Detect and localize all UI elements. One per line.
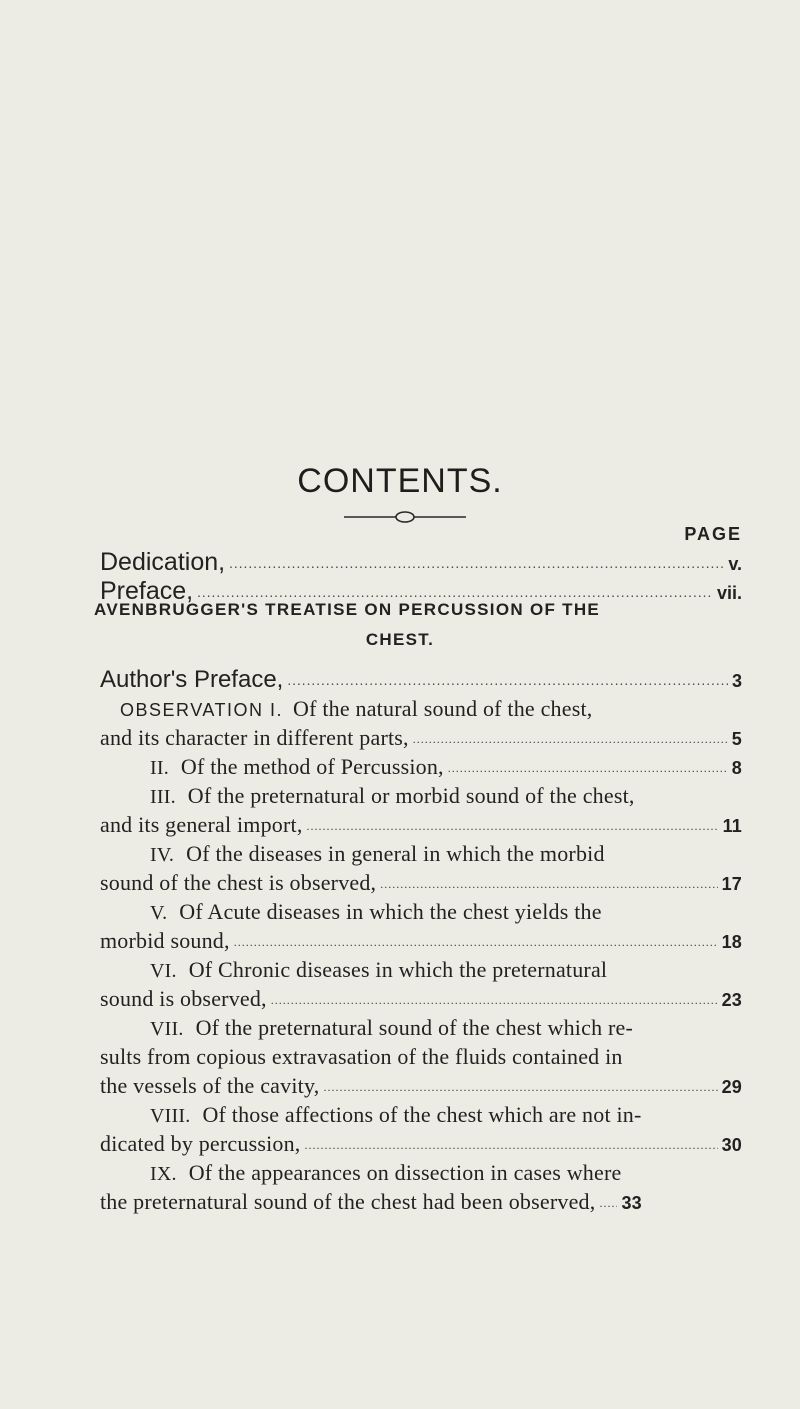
observation-title: Of Acute diseases in which the chest yields the [179,899,602,924]
toc-entry-dedication [100,548,742,578]
toc-entry-observation-7-continued-2 [100,1073,742,1103]
observation-title-continued: dicated by percussion, [100,1131,301,1156]
page-column-heading: PAGE [684,524,742,544]
toc-entry-observation-6 [150,957,742,987]
dot-leader [305,1138,718,1153]
toc-label: Author's Preface, [100,666,284,693]
observation-numeral: III. [150,786,176,808]
observation-numeral: OBSERVATION I. [120,700,284,720]
observation-numeral: VIII. [150,1105,191,1127]
observation-numeral: VII. [150,1018,184,1040]
dot-leader [380,877,717,892]
toc-label: Preface, [100,577,194,605]
observation-title-continued: and its general import, [100,812,303,837]
toc-entry-observation-9 [150,1160,742,1190]
treatise-heading-continued: CHEST. [365,630,435,649]
toc-page-number: 3 [731,671,742,691]
toc-page-number: 18 [721,932,742,952]
toc-page-number: 11 [722,816,742,836]
toc-entry-observation-7 [150,1015,742,1045]
page-title: CONTENTS. [297,462,503,500]
dot-leader [448,761,728,776]
ornamental-rule [340,510,470,524]
toc-entry-observation-9-continued [100,1189,742,1219]
dot-leader [197,586,713,600]
observation-title: Of the method of Percussion, [180,754,444,779]
observation-title: Of the diseases in general in which the morbid [186,841,605,866]
toc-entry-observation-3-continued [100,812,742,842]
toc-page-number: 33 [621,1193,642,1213]
observation-title: Of the appearances on dissection in cases where [188,1160,622,1185]
toc-entry-observation-2 [150,754,742,784]
dot-leader [271,993,718,1008]
toc-entry-observation-4 [150,841,742,871]
observation-title: Of the preternatural sound of the chest which re- [195,1015,633,1040]
toc-entry-observation-5-continued [100,928,742,958]
toc-entry-observation-5 [150,899,742,929]
treatise-heading: AVENBRUGGER'S TREATISE ON PERCUSSION OF THE [94,600,601,619]
observation-title-continued: sults from copious extravasation of the fluids contained in [100,1044,623,1069]
observation-title: Of the preternatural or morbid sound of the chest, [187,783,635,808]
observation-numeral: VI. [150,960,177,982]
toc-page-number: 23 [721,990,742,1010]
dot-leader [234,935,718,950]
observation-numeral: V. [150,902,168,924]
dot-leader [307,819,719,834]
toc-entry-observation-8-continued [100,1131,742,1161]
toc-page-number: 29 [721,1077,742,1097]
toc-label: Dedication, [100,548,226,576]
toc-entry-observation-3 [150,783,742,813]
observation-title-continued: morbid sound, [100,928,230,953]
toc-entry-authors-preface [100,666,742,696]
observation-numeral: IX. [150,1163,177,1185]
toc-entry-observation-4-continued [100,870,742,900]
observation-title-continued: and its character in different parts, [100,725,409,750]
toc-page-number: 5 [731,729,742,749]
toc-page-number: 8 [731,758,742,778]
toc-page-number: v. [728,554,742,574]
observation-title-continued: the vessels of the cavity, [100,1073,320,1098]
observation-title-continued: the preternatural sound of the chest had been observed, [100,1189,596,1214]
observation-title: Of those affections of the chest which are not in- [202,1102,642,1127]
observation-title: Of the natural sound of the chest, [293,696,593,721]
dot-leader [413,732,728,747]
toc-page-number: 17 [721,874,742,894]
toc-entry-observation-1-continued [100,725,742,755]
toc-entry-observation-1 [120,696,742,726]
toc-entry-observation-8 [150,1102,742,1132]
toc-entry-observation-7-continued [100,1044,742,1074]
dot-leader [287,674,728,688]
observation-title-continued: sound of the chest is observed, [100,870,377,895]
toc-page-number: vii. [716,583,742,603]
observation-title-continued: sound is observed, [100,986,267,1011]
observation-title: Of Chronic diseases in which the preternatural [188,957,608,982]
dot-leader [323,1080,717,1095]
dot-leader [229,557,724,571]
observation-numeral: II. [150,757,169,779]
toc-page-number: 30 [721,1135,742,1155]
dot-leader [599,1196,617,1211]
observation-numeral: IV. [150,844,175,866]
toc-entry-observation-6-continued [100,986,742,1016]
